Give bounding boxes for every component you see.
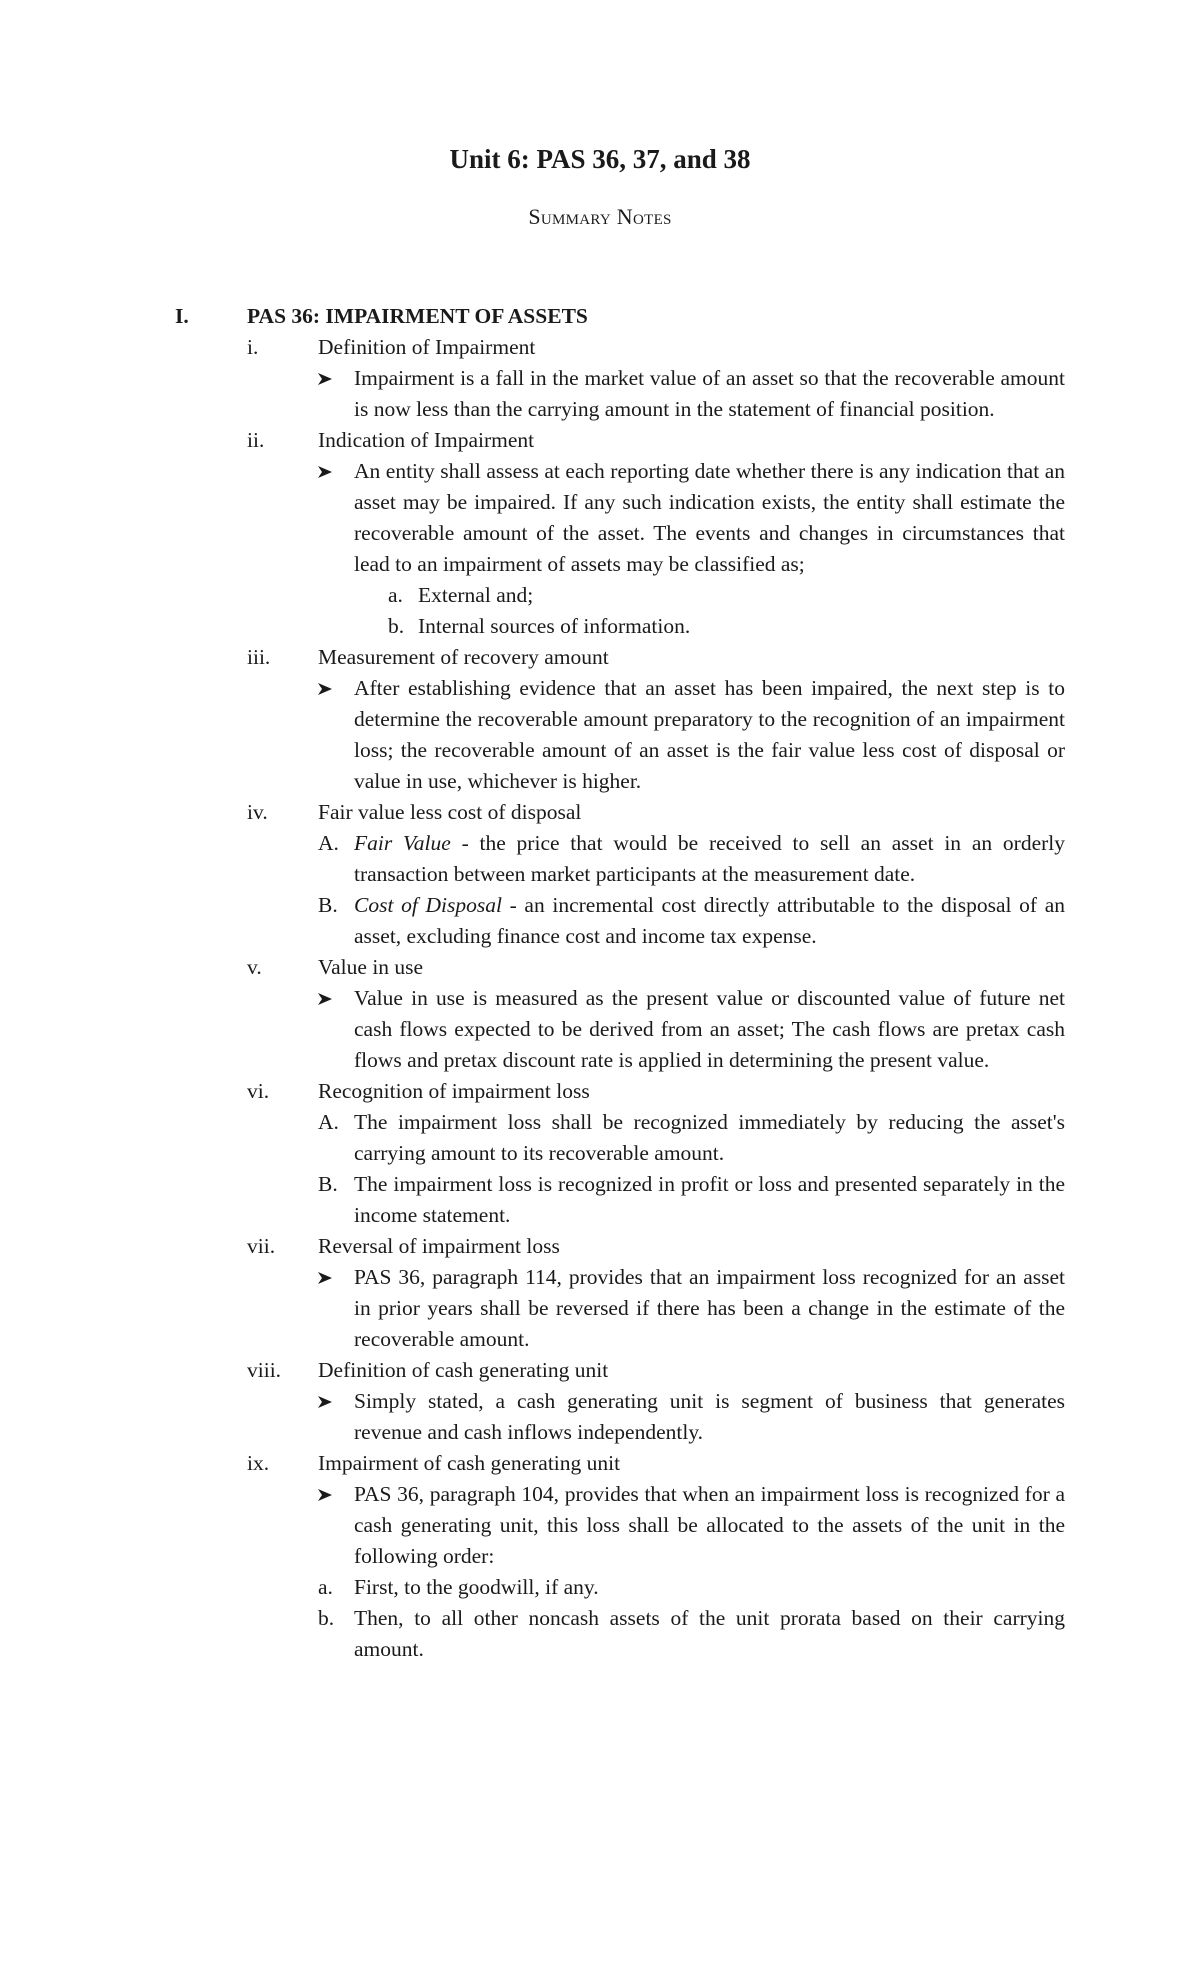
subsection-number: vii. (247, 1234, 276, 1258)
subsection-number: ix. (247, 1451, 270, 1475)
arrow-bullet-icon (317, 372, 333, 386)
list-marker: A. (318, 1110, 339, 1134)
document-body (0, 301, 1200, 1665)
lettered-item (318, 1169, 1065, 1231)
lettered-item (318, 890, 1065, 952)
subsection-value-in-use (0, 952, 1200, 1076)
lettered-item (318, 1572, 1065, 1603)
subsection-title: Impairment of cash generating unit (318, 1451, 621, 1475)
term-cost-of-disposal: Cost of Disposal (354, 893, 502, 917)
arrow-bullet-icon (317, 682, 333, 696)
bullet-text: After establishing evidence that an asset has been impaired, the next step is to determine the recoverable amount preparatory to the recognition of an impairment loss; the recoverable amount of an asset is the fair value less cost of disposal or value in use, whichever is higher. (354, 676, 1065, 793)
subsection-heading (0, 1231, 1200, 1262)
term-fair-value: Fair Value (354, 831, 451, 855)
subsection-heading (0, 1355, 1200, 1386)
section-title: PAS 36: IMPAIRMENT OF ASSETS (247, 304, 588, 328)
bullet-text: Simply stated, a cash generating unit is segment of business that generates revenue and cash inflows independently. (354, 1389, 1065, 1444)
lettered-item (318, 1107, 1065, 1169)
subsection-recognition-of-impairment-loss (0, 1076, 1200, 1231)
section-number: I. (175, 304, 189, 328)
subsection-number: i. (247, 335, 259, 359)
list-marker: a. (388, 583, 403, 607)
bullet-item (354, 673, 1065, 797)
page-title: Unit 6: PAS 36, 37, and 38 (449, 144, 751, 174)
subsection-number: ii. (247, 428, 265, 452)
arrow-bullet-icon (317, 1395, 333, 1409)
subsection-title: Recognition of impairment loss (318, 1079, 590, 1103)
section-heading (0, 301, 1200, 332)
subsection-title: Definition of cash generating unit (318, 1358, 609, 1382)
subsection-impairment-of-cash-generating-unit (0, 1448, 1200, 1665)
bullet-item (354, 1262, 1065, 1355)
subsection-heading (0, 332, 1200, 363)
bullet-item (354, 363, 1065, 425)
subsection-heading (0, 642, 1200, 673)
subsection-heading (0, 797, 1200, 828)
subsection-fair-value-less-cost-of-disposal (0, 797, 1200, 952)
list-marker: B. (318, 1172, 338, 1196)
list-text: The impairment loss shall be recognized immediately by reducing the asset's carrying amount to its recoverable amount. (354, 1110, 1065, 1165)
subsection-number: vi. (247, 1079, 270, 1103)
subsection-definition-of-impairment (0, 332, 1200, 425)
subsection-heading (0, 1076, 1200, 1107)
arrow-bullet-icon (317, 992, 333, 1006)
bullet-item (354, 983, 1065, 1076)
subsection-title: Fair value less cost of disposal (318, 800, 582, 824)
subsection-title: Indication of Impairment (318, 428, 535, 452)
bullet-text: PAS 36, paragraph 104, provides that when an impairment loss is recognized for a cash generating unit, this loss shall be allocated to the assets of the unit in the following order: (354, 1482, 1065, 1568)
lettered-item (318, 828, 1065, 890)
list-marker: b. (318, 1606, 335, 1630)
subsection-indication-of-impairment (0, 425, 1200, 642)
list-item (388, 580, 1065, 611)
subsection-title: Value in use (318, 955, 424, 979)
bullet-text: Value in use is measured as the present value or discounted value of future net cash flows expected to be derived from an asset; The cash flows are pretax cash flows and pretax discount rate is applied in determining the present value. (354, 986, 1065, 1072)
page-subtitle: Summary Notes (528, 204, 672, 229)
bullet-item (354, 456, 1065, 580)
arrow-bullet-icon (317, 1488, 333, 1502)
bullet-text: PAS 36, paragraph 114, provides that an impairment loss recognized for an asset in prior years shall be reversed if there has been a change in the estimate of the recoverable amount. (354, 1265, 1065, 1351)
list-marker: b. (388, 614, 405, 638)
list-text: Internal sources of information. (418, 614, 691, 638)
subsection-heading (0, 425, 1200, 456)
term-definition: - the price that would be received to sell an asset in an orderly transaction between market participants at the measurement date. (354, 831, 1065, 886)
bullet-item (354, 1479, 1065, 1572)
arrow-bullet-icon (317, 465, 333, 479)
subsection-title: Measurement of recovery amount (318, 645, 609, 669)
subsection-definition-of-cash-generating-unit (0, 1355, 1200, 1448)
subsection-number: iv. (247, 800, 268, 824)
subsection-measurement-of-recovery-amount (0, 642, 1200, 797)
lettered-item (318, 1603, 1065, 1665)
subsection-heading (0, 952, 1200, 983)
subsection-number: v. (247, 955, 262, 979)
term-definition: - an incremental cost directly attributable to the disposal of an asset, excluding finance cost and income tax expense. (354, 893, 1065, 948)
subsection-heading (0, 1448, 1200, 1479)
subsection-reversal-of-impairment-loss (0, 1231, 1200, 1355)
bullet-text: An entity shall assess at each reporting date whether there is any indication that an asset may be impaired. If any such indication exists, the entity shall estimate the recoverable amount of the asset. The events and changes in circumstances that lead to an impairment of assets may be classified as; (354, 459, 1065, 576)
bullet-item (354, 1386, 1065, 1448)
arrow-bullet-icon (317, 1271, 333, 1285)
list-text: External and; (418, 583, 534, 607)
list-text: The impairment loss is recognized in profit or loss and presented separately in the income statement. (354, 1172, 1065, 1227)
subsection-title: Reversal of impairment loss (318, 1234, 560, 1258)
list-text: Then, to all other noncash assets of the unit prorata based on their carrying amount. (354, 1606, 1065, 1661)
list-marker: A. (318, 831, 339, 855)
list-text: First, to the goodwill, if any. (354, 1575, 599, 1599)
list-marker: B. (318, 893, 338, 917)
bullet-text: Impairment is a fall in the market value of an asset so that the recoverable amount is now less than the carrying amount in the statement of financial position. (354, 366, 1065, 421)
subsection-number: viii. (247, 1358, 282, 1382)
list-marker: a. (318, 1575, 333, 1599)
subsection-title: Definition of Impairment (318, 335, 536, 359)
list-item (388, 611, 1065, 642)
subsection-number: iii. (247, 645, 271, 669)
